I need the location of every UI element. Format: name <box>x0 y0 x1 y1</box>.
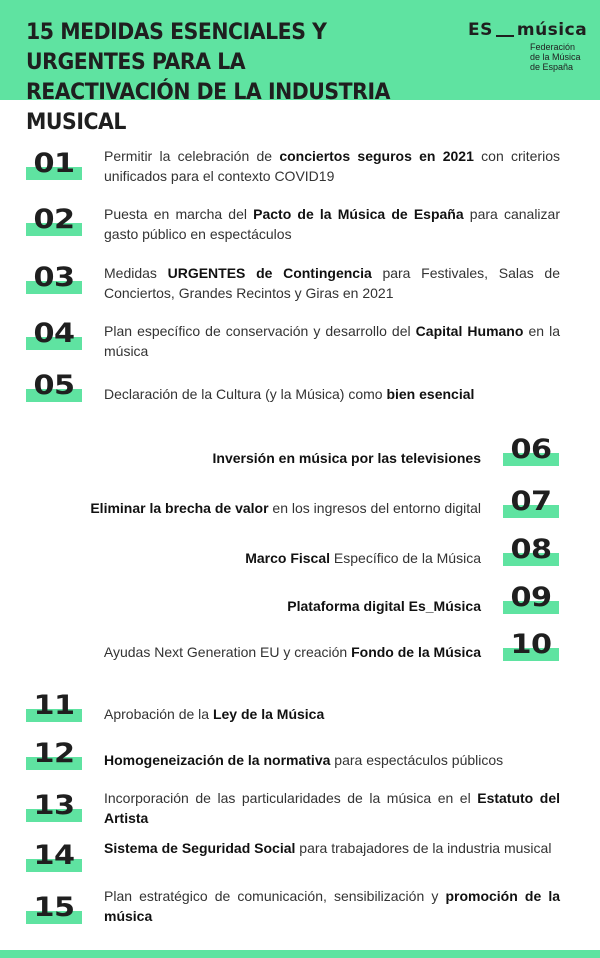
measure-number: 06 <box>503 438 559 466</box>
measure-number: 08 <box>503 538 559 566</box>
page-title: 15 MEDIDAS ESENCIALES Y URGENTES PARA LA REACTIVACIÓN DE LA INDUSTRIA MUSICAL <box>26 20 390 135</box>
measure-number: 04 <box>26 322 82 350</box>
measure-number: 01 <box>26 152 82 180</box>
footer-bar <box>0 950 600 958</box>
es-musica-logo: ES música Federación de la Música de España <box>468 20 588 72</box>
measure-number: 12 <box>26 742 82 770</box>
measure-text: Plan estratégico de comunicación, sensibilización y promoción de la música <box>104 888 561 924</box>
measure-number: 11 <box>26 694 82 722</box>
measure-text: Permitir la celebración de conciertos seguros en 2021 con criterios unificados para el contexto COVID19 <box>104 148 560 184</box>
measure-text: Inversión en música por las televisiones <box>212 450 481 466</box>
measure-number: 14 <box>26 844 82 872</box>
header-banner <box>0 0 600 135</box>
measure-text: Aprobación de la Ley de la Música <box>104 706 325 722</box>
measure-text: Incorporación de las particularidades de la música en el Estatuto del Artista <box>104 790 560 826</box>
measure-text: Ayudas Next Generation EU y creación Fondo de la Música <box>103 644 481 660</box>
measure-text: Puesta en marcha del Pacto de la Música de España para canalizar gasto público en espectáculos <box>104 206 560 242</box>
measure-number: 05 <box>26 374 82 402</box>
measure-text: Eliminar la brecha de valor en los ingresos del entorno digital <box>90 500 481 516</box>
measure-number: 09 <box>503 586 559 614</box>
measure-number: 15 <box>26 896 82 924</box>
measure-text: Plataforma digital Es_Música <box>287 598 481 614</box>
measure-text: Plan específico de conservación y desarrollo del Capital Humano en la música <box>104 323 560 359</box>
measure-text: Homogeneización de la normativa para espectáculos públicos <box>104 752 504 768</box>
measure-number: 13 <box>26 794 82 822</box>
measure-text: Marco Fiscal Específico de la Música <box>245 550 481 566</box>
measure-text: Sistema de Seguridad Social para trabajadores de la industria musical <box>104 840 552 856</box>
measure-text: Medidas URGENTES de Contingencia para Festivales, Salas de Conciertos, Grandes Recintos y Giras en 2021 <box>104 265 560 301</box>
measure-number: 10 <box>503 633 559 661</box>
measure-number: 02 <box>26 208 82 236</box>
measure-number: 07 <box>503 490 559 518</box>
measure-text: Declaración de la Cultura (y la Música) como bien esencial <box>104 386 475 402</box>
measure-number: 03 <box>26 266 82 294</box>
